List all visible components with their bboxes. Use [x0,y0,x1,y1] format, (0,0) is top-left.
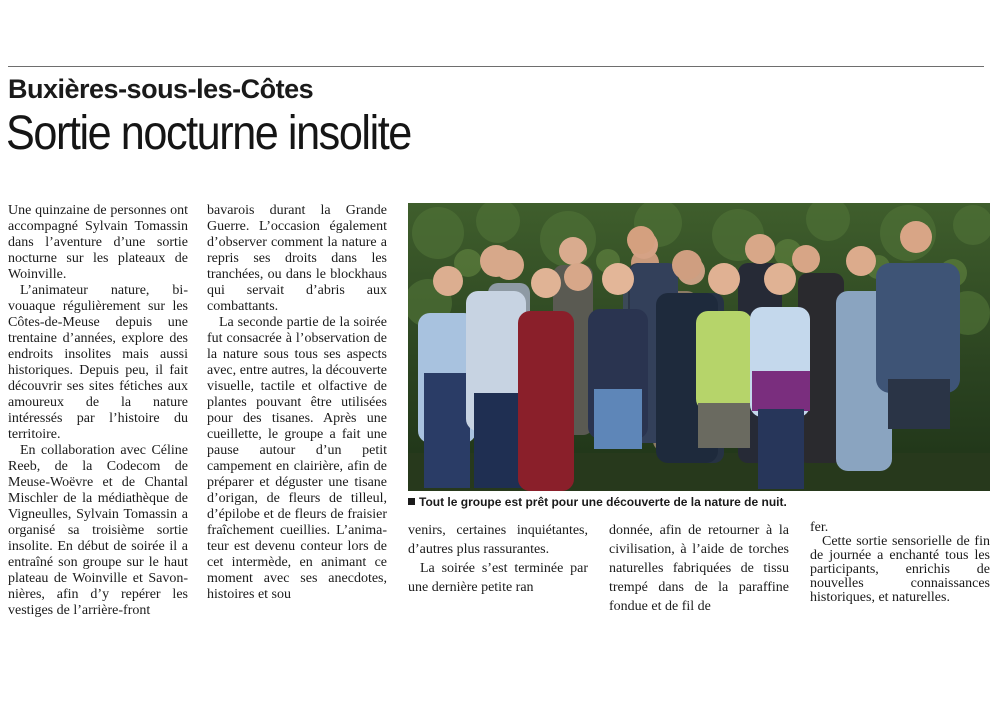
paragraph: La seconde partie de la soirée fut consacrée à l’observation de la nature sous tous ses aspects avec, entre autres, la découverte visuelle, tactile et olfactive de plantes pouvant être utilisées pour des tisanes. Après une cueillette, le groupe a fait une pause autour d’un petit campement en clairière, afin de préparer et déguster une tisane d’origan, de fleurs de tilleul, d’épilobe et de fleurs de fraisier fraîchement cueillies. L’animateur est devenu conteur lors de cet intermède, en animant ce moment avec ses anecdotes, histoires et sou [207,315,387,602]
article-headline: Sortie nocturne insolite [6,107,411,160]
paragraph: L’animateur nature, bivouaque régulièrement sur les Côtes-de-Meuse depuis une trentaine d’années, explore des endroits insolites mais aussi historiques. Depuis peu, il fait découvrir ses sites fétiches aux amoureux de la nature intéressés par l’histoire du territoire. [8,283,188,442]
paragraph: Cette sortie sensorielle de fin de journée a enchanté tous les participants, enrichis de nouvelles connaissances historiques, et naturelles. [810,534,990,605]
article-column-2 [207,203,387,603]
caption-bullet-icon [408,498,415,505]
paragraph: Une quinzaine de personnes ont accompagné Sylvain Tomassin dans l’aventure d’une sortie nocturne sur les plateaux de Woinville. [8,203,188,282]
paragraph: venirs, certaines inquiétantes, d’autres plus rassurantes. [408,523,588,557]
paragraph: En collaboration avec Céline Reeb, de la Codecom de Meuse-Woëvre et de Chantal Mischler de la médiathèque de Vigneulles, Sylvain Tomassin a organisé sa troisième sortie insolite. En début de soirée il a entraîné son groupe sur le haut plateau de Woinville et Savonnières, afin d’y repérer les vestiges de l’arrière-front [8,443,188,618]
paragraph: La soirée s’est terminée par une dernière petite ran [408,561,588,595]
article-column-5 [810,521,990,605]
top-rule [8,66,984,67]
photo-caption [408,494,990,510]
paragraph: bavarois durant la Grande Guerre. L’occasion également d’observer comment la nature a repris ses droits dans les tranchées, ou dans le blockhaus qui servait d’abris aux combattants. [207,203,387,314]
article-column-3 [408,521,588,597]
article-column-1 [8,203,188,619]
article-column-4 [609,521,789,616]
caption-text: Tout le groupe est prêt pour une découverte de la nature de nuit. [419,495,787,509]
group-photo [408,203,990,491]
paragraph: donnée, afin de retourner à la civilisation, à l’aide de torches naturelles fabriquées de tissu trempé dans de la paraffine fondue et de fil de [609,523,789,614]
article-kicker: Buxières-sous-les-Côtes [8,74,314,104]
paragraph: fer. [810,520,829,535]
